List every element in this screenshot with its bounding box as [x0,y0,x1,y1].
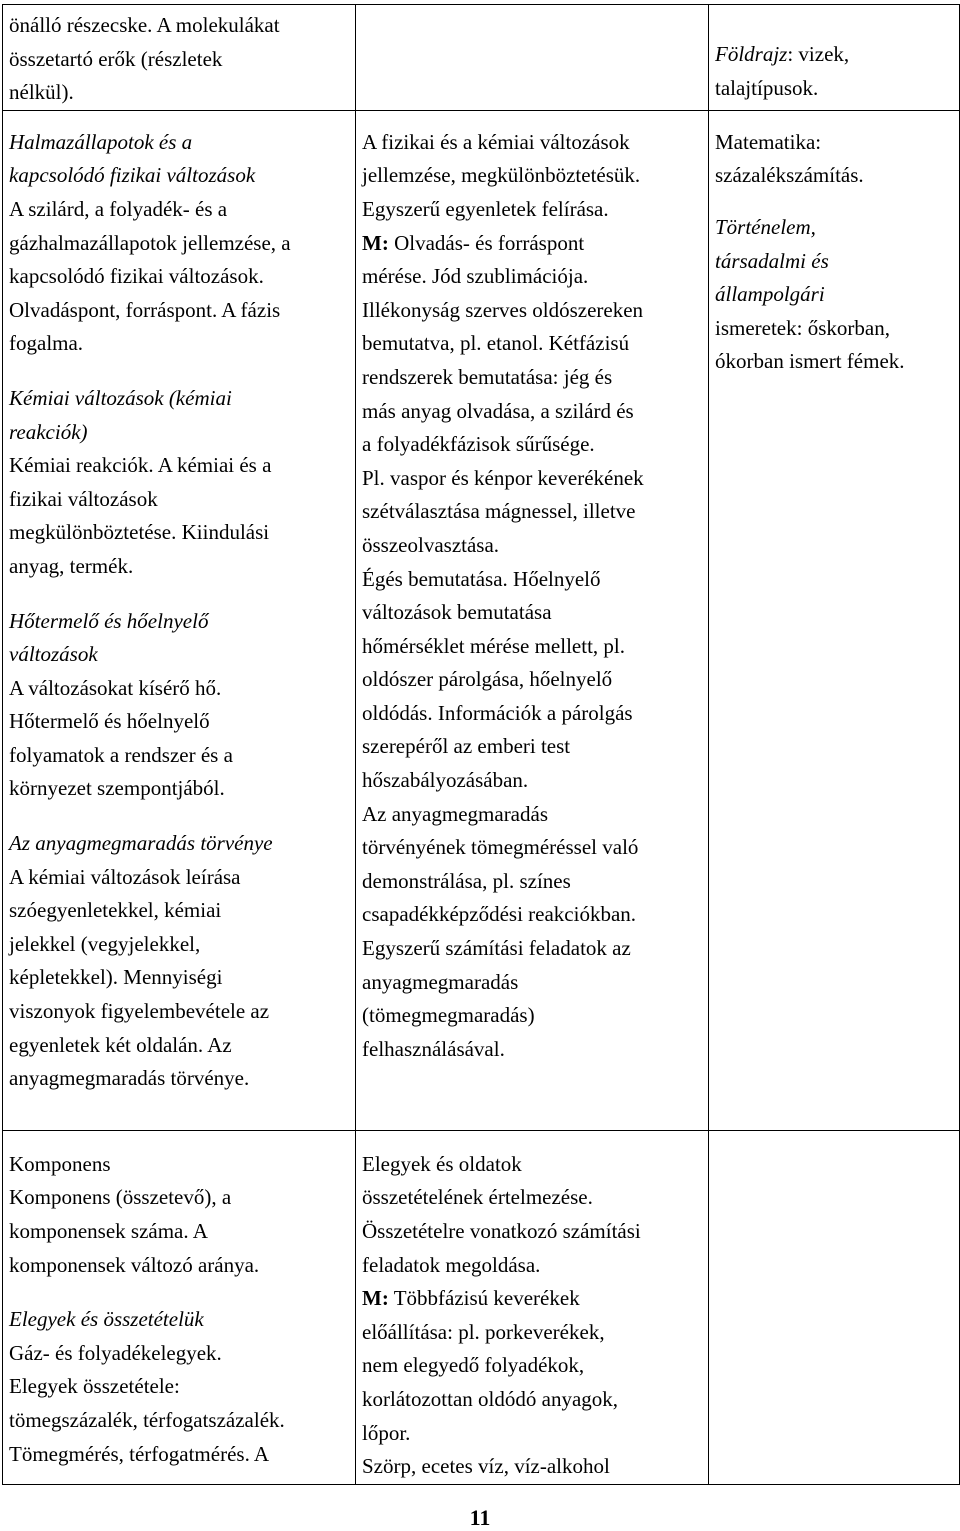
text-line: változások bemutatása [362,600,552,625]
text-line: nem elegyedő folyadékok, [362,1353,585,1378]
text-line: fizikai változások [9,486,158,511]
text-line: komponensek száma. A [9,1218,208,1243]
text-line: A kémiai változások leírása [9,864,241,889]
section-title: Kémiai változások (kémiai [9,385,232,410]
text-line: hőmérséklet mérése mellett, pl. [362,633,625,658]
text-line: százalékszámítás. [715,163,864,188]
text-line: összetartó erők (részletek [9,46,223,71]
section-title: kapcsolódó fizikai változások [9,163,256,188]
text-line: jelekkel (vegyjelekkel, [9,931,201,956]
text-line: Olvadáspont, forráspont. A fázis [9,297,281,322]
section-title: változások [9,642,98,667]
text-line: Matematika: [715,129,822,154]
m-label: M: [362,1286,389,1311]
text-line: mérése. Jód szublimációja. [362,264,589,289]
section-title: Az anyagmegmaradás törvénye [9,831,273,856]
text-line: Égés bemutatása. Hőelnyelő [362,566,601,591]
row1-topic-cell [3,5,356,111]
text-line: fogalma. [9,331,84,356]
section-title: Halmazállapotok és a [9,129,193,154]
text-line: szóegyenletekkel, kémiai [9,898,222,923]
text-line: Gáz- és folyadékelegyek. [9,1340,222,1365]
text-line: kapcsolódó fizikai változások. [9,264,264,289]
text-line: szétválasztása mágnessel, illetve [362,499,636,524]
text-line: Összetételre vonatkozó számítási [362,1218,641,1243]
text-line: Földrajz: vizek, [715,42,850,66]
text-line: ókorban ismert fémek. [715,349,905,374]
text-line: Elegyek és oldatok [362,1151,522,1176]
row2-topic-cell [3,110,356,1130]
section-title: Komponens [9,1151,111,1176]
text-line: Szörp, ecetes víz, víz-alkohol [362,1454,610,1479]
text-line: egyenletek két oldalán. Az [9,1032,232,1057]
text-line: megkülönböztetése. Kiindulási [9,520,270,545]
curriculum-table [2,4,960,1485]
text-line: Pl. vaspor és kénpor keverékének [362,465,644,490]
text-line: oldódás. Információk a párolgás [362,700,633,725]
text-line: A szilárd, a folyadék- és a [9,196,228,221]
m-label: M: [362,230,389,255]
text-line: korlátozottan oldódó anyagok, [362,1386,619,1411]
section-title: Elegyek és összetételük [9,1307,204,1332]
row3-topic-cell [3,1130,356,1484]
text-line: képletekkel). Mennyiségi [9,965,223,990]
text-line: bemutatva, pl. etanol. Kétfázisú [362,331,630,356]
text-line [362,227,702,261]
text-line: tömegszázalék, térfogatszázalék. [9,1407,285,1432]
text-line: jellemzése, megkülönböztetésük. [362,163,641,188]
row2-connections-cell [709,110,960,1130]
text-line: anyag, termék. [9,553,134,578]
text-line: oldószer párolgása, hőelnyelő [362,667,613,692]
table-row [3,110,960,1130]
text-line: viszonyok figyelembevétele az [9,999,270,1024]
text-line: Egyszerű számítási feladatok az [362,936,631,961]
row3-connections-cell [709,1130,960,1484]
text-line: önálló részecske. A molekulákat [9,13,280,37]
page-number: 11 [469,1505,491,1530]
text-line: (tömegmegmaradás) [362,1003,535,1028]
text-line: törvényének tömegméréssel való [362,835,639,860]
text-line: talajtípusok. [715,75,819,100]
text-line: szerepéről az emberi test [362,734,571,759]
text-line: Tömegmérés, térfogatmérés. A [9,1441,270,1466]
text-line: A fizikai és a kémiai változások [362,129,630,154]
text-line: demonstrálása, pl. színes [362,868,571,893]
text-line: csapadékképződési reakciókban. [362,902,637,927]
text-line: Hőtermelő és hőelnyelő [9,709,210,734]
subject-label: társadalmi és [715,248,829,273]
text-line: Az anyagmegmaradás [362,801,548,826]
text-line: komponensek változó aránya. [9,1252,260,1277]
text-line: feladatok megoldása. [362,1252,541,1277]
text-line: összetételének értelmezése. [362,1185,593,1210]
text-line: folyamatok a rendszer és a [9,742,233,767]
text-line: rendszerek bemutatása: jég és [362,364,613,389]
text-line: Illékonyság szerves oldószereken [362,297,644,322]
text-line: a folyadékfázisok sűrűsége. [362,432,595,457]
text-line: anyagmegmaradás törvénye. [9,1066,250,1091]
text-line: előállítása: pl. porkeverékek, [362,1319,605,1344]
row2-activity-cell [356,110,709,1130]
m-line-text: Többfázisú keverékek [388,1286,580,1311]
text-line: Komponens (összetevő), a [9,1185,232,1210]
subject-label: Földrajz [715,42,788,66]
m-line-text: Olvadás- és forráspont [388,230,585,255]
text-line [362,1282,702,1316]
row1-connections-cell [709,5,960,111]
text-line: nélkül). [9,80,74,105]
subject-label: Történelem, [715,214,816,239]
table-row [3,5,960,111]
text-line: ismeretek: őskorban, [715,315,890,340]
text-line: környezet szempontjából. [9,776,225,801]
text-line: más anyag olvadása, a szilárd és [362,398,634,423]
text-line: anyagmegmaradás [362,969,519,994]
text-line: felhasználásával. [362,1036,505,1061]
section-title: reakciók) [9,419,88,444]
table-row [3,1130,960,1484]
text-line: Egyszerű egyenletek felírása. [362,196,609,221]
subject-label: állampolgári [715,282,825,307]
text-line: Kémiai reakciók. A kémiai és a [9,453,272,478]
section-title: Hőtermelő és hőelnyelő [9,608,209,633]
text-line: gázhalmazállapotok jellemzése, a [9,230,291,255]
text-line: összeolvasztása. [362,532,500,557]
text-line: lőpor. [362,1420,411,1445]
row1-activity-cell [356,5,709,111]
text-line: hőszabályozásában. [362,768,529,793]
row3-activity-cell [356,1130,709,1484]
text-line: A változásokat kísérő hő. [9,675,222,700]
text-line: Elegyek összetétele: [9,1374,180,1399]
